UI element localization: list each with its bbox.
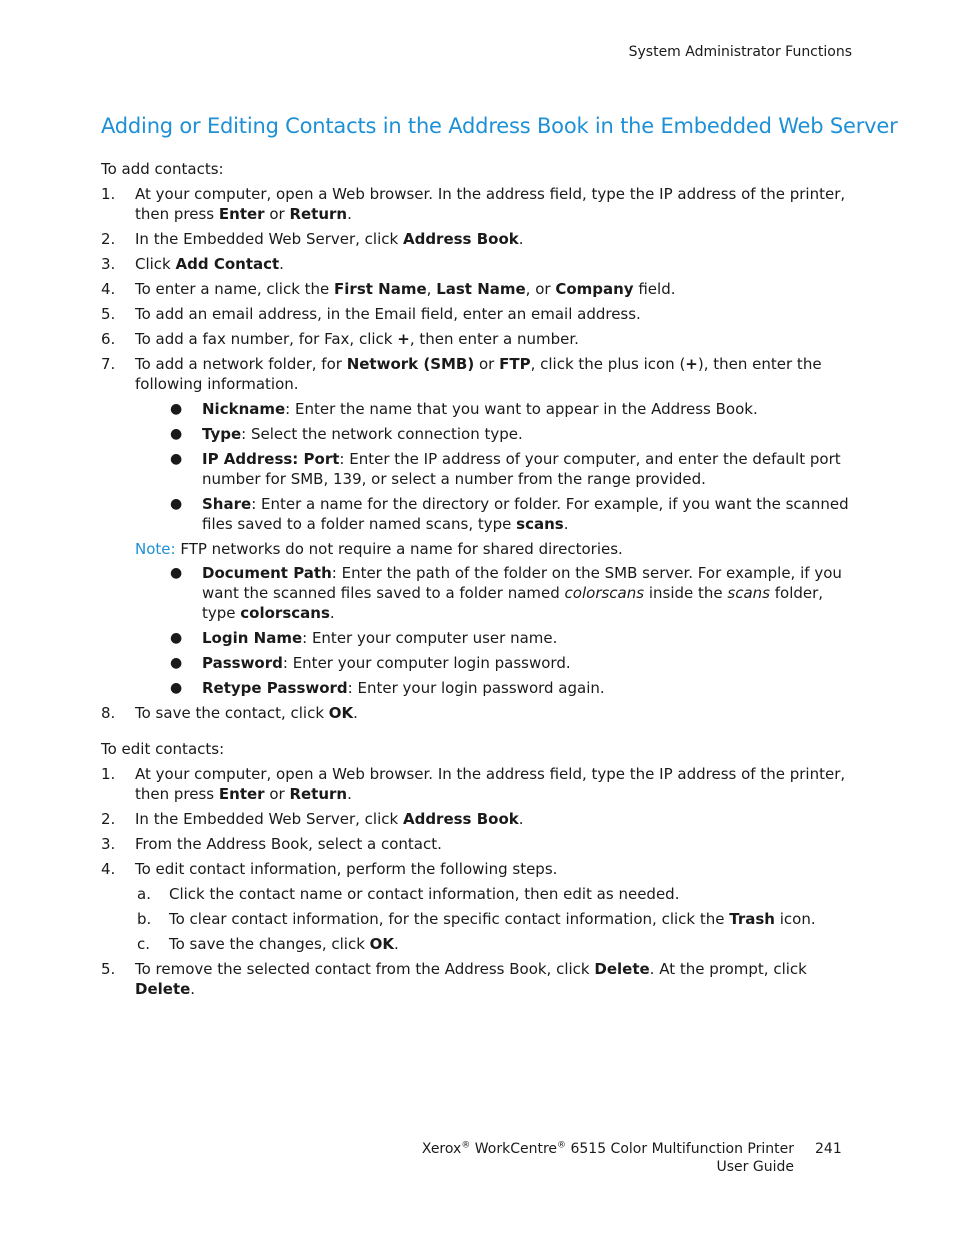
- list-item-text: To edit contact information, perform the following steps.: [135, 860, 558, 878]
- network-folder-fields-list-2: [101, 563, 861, 698]
- list-item: [101, 184, 861, 224]
- bullet-item-text: IP Address: Port: Enter the IP address of your computer, and enter the default port number for SMB, 139, or select a number from the range provided.: [202, 450, 841, 488]
- bullet-icon: ●: [170, 401, 183, 417]
- add-steps-list: [101, 184, 861, 394]
- bullet-item: [101, 653, 861, 673]
- list-item: [101, 764, 861, 804]
- footer-guide: User Guide: [716, 1159, 794, 1175]
- list-item-text: To enter a name, click the First Name, Last Name, or Company field.: [135, 280, 676, 298]
- bullet-item: [101, 563, 861, 623]
- sub-item: [101, 884, 861, 904]
- edit-intro: To edit contacts:: [101, 740, 225, 758]
- note-text: FTP networks do not require a name for shared directories.: [175, 540, 623, 558]
- bullet-item: [101, 399, 861, 419]
- footer-brand: Xerox: [421, 1141, 462, 1157]
- list-item-text: In the Embedded Web Server, click Address Book.: [135, 810, 524, 828]
- list-item-text: At your computer, open a Web browser. In the address field, type the IP address of the printer, then press Enter or Return.: [135, 185, 846, 223]
- bullet-item-text: Retype Password: Enter your login password again.: [202, 679, 605, 697]
- sub-item: [101, 934, 861, 954]
- list-item: [101, 809, 861, 829]
- sub-item: [101, 909, 861, 929]
- list-item: [101, 703, 861, 723]
- list-item: [101, 254, 861, 274]
- list-item: [101, 279, 861, 299]
- list-item-number: 1.: [101, 765, 116, 783]
- footer-product-line: [422, 1140, 794, 1158]
- bullet-item: [101, 678, 861, 698]
- footer-product: WorkCentre: [470, 1141, 558, 1157]
- bullet-item: [101, 494, 861, 534]
- list-item: [101, 304, 861, 324]
- list-item-text: To add an email address, in the Email field, enter an email address.: [135, 305, 641, 323]
- list-item-text: In the Embedded Web Server, click Address Book.: [135, 230, 524, 248]
- list-item-text: From the Address Book, select a contact.: [135, 835, 442, 853]
- list-item-text: Click Add Contact.: [135, 255, 284, 273]
- list-item-number: 4.: [101, 860, 116, 878]
- add-contacts-section: [101, 159, 861, 728]
- list-item-number: 5.: [101, 960, 116, 978]
- list-item-number: 5.: [101, 305, 116, 323]
- list-item-number: 6.: [101, 330, 116, 348]
- list-item-number: 1.: [101, 185, 116, 203]
- list-item-text: To add a network folder, for Network (SMB) or FTP, click the plus icon (+), then enter the following information.: [135, 355, 822, 393]
- bullet-item: [101, 424, 861, 444]
- bullet-icon: ●: [170, 565, 183, 581]
- bullet-item-text: Nickname: Enter the name that you want to appear in the Address Book.: [202, 400, 758, 418]
- bullet-icon: ●: [170, 451, 183, 467]
- running-header: System Administrator Functions: [628, 44, 852, 60]
- list-item-number: 2.: [101, 230, 116, 248]
- list-item: [101, 834, 861, 854]
- add-intro: To add contacts:: [101, 160, 224, 178]
- list-item: [101, 959, 861, 999]
- list-item-number: 3.: [101, 255, 116, 273]
- bullet-item: [101, 449, 861, 489]
- list-item-text: To remove the selected contact from the Address Book, click Delete. At the prompt, click Delete.: [135, 960, 807, 998]
- bullet-icon: ●: [170, 496, 183, 512]
- bullet-icon: ●: [170, 655, 183, 671]
- list-item-number: 2.: [101, 810, 116, 828]
- page-number: 241: [815, 1141, 842, 1157]
- sub-item-number: a.: [137, 885, 151, 903]
- bullet-item-text: Share: Enter a name for the directory or folder. For example, if you want the scanned files saved to a folder named scans, type scans.: [202, 495, 849, 533]
- sub-item-number: b.: [137, 910, 152, 928]
- sub-item-text: To clear contact information, for the specific contact information, click the Trash icon.: [169, 910, 816, 928]
- list-item: [101, 354, 861, 394]
- bullet-item-text: Document Path: Enter the path of the folder on the SMB server. For example, if you want the scanned files saved to a folder named colorscans inside the scans folder, type colorscans.: [202, 564, 842, 622]
- bullet-item-text: Type: Select the network connection type.: [202, 425, 523, 443]
- network-folder-fields-list: [101, 399, 861, 534]
- bullet-icon: ●: [170, 426, 183, 442]
- list-item-text: At your computer, open a Web browser. In the address field, type the IP address of the printer, then press Enter or Return.: [135, 765, 846, 803]
- list-item-number: 8.: [101, 704, 116, 722]
- footer-model: 6515 Color Multifunction Printer: [566, 1141, 794, 1157]
- edit-substeps-list: [101, 884, 861, 954]
- edit-final-step: [101, 959, 861, 999]
- list-item-number: 3.: [101, 835, 116, 853]
- footer-reg-mark-2: ®: [557, 1140, 567, 1151]
- list-item-number: 4.: [101, 280, 116, 298]
- list-item-text: To save the contact, click OK.: [135, 704, 358, 722]
- add-final-step: [101, 703, 861, 723]
- bullet-icon: ●: [170, 680, 183, 696]
- list-item: [101, 229, 861, 249]
- footer: [422, 1140, 794, 1176]
- page-title: Adding or Editing Contacts in the Address Book in the Embedded Web Server: [101, 114, 898, 138]
- bullet-item-text: Login Name: Enter your computer user name.: [202, 629, 558, 647]
- sub-item-number: c.: [137, 935, 151, 953]
- sub-item-text: To save the changes, click OK.: [169, 935, 399, 953]
- note: [101, 539, 861, 559]
- bullet-item: [101, 628, 861, 648]
- note-label: Note:: [135, 540, 176, 558]
- edit-contacts-section: [101, 739, 861, 1004]
- list-item-text: To add a fax number, for Fax, click +, then enter a number.: [135, 330, 579, 348]
- bullet-icon: ●: [170, 630, 183, 646]
- sub-item-text: Click the contact name or contact information, then edit as needed.: [169, 885, 680, 903]
- list-item: [101, 859, 861, 879]
- edit-steps-list: [101, 764, 861, 879]
- list-item: [101, 329, 861, 349]
- list-item-number: 7.: [101, 355, 116, 373]
- bullet-item-text: Password: Enter your computer login password.: [202, 654, 571, 672]
- footer-reg-mark: ®: [461, 1140, 471, 1151]
